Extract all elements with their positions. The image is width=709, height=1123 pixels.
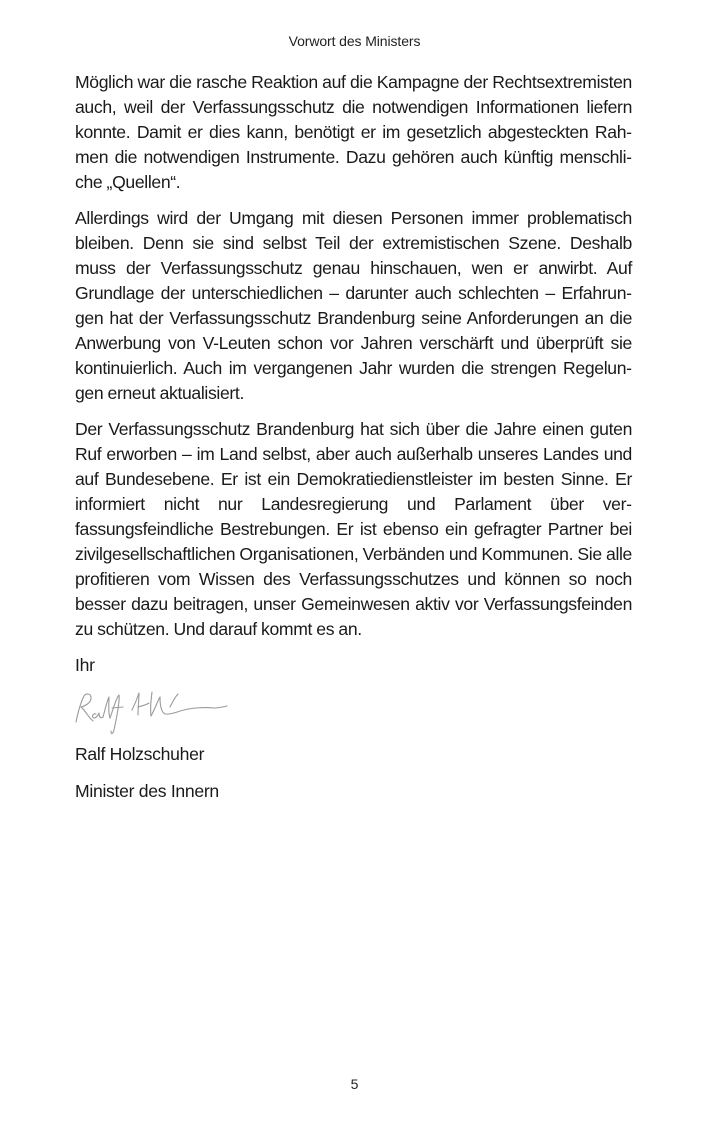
page-number: 5 — [350, 1076, 359, 1092]
handwritten-signature-image — [72, 686, 232, 738]
paragraph-2: Allerdings wird der Umgang mit diesen Personen immer problematisch bleiben. Denn sie sind selbst Teil der extremistischen Szene. Deshalb muss der Verfassungsschutz genau hinschauen, wen er anwirbt. Auf Grundlage der unterschiedlichen – darunter auch schlechten – Erfahrungen hat der Verfassungsschutz Brandenburg seine Anforderungen an die Anwerbung von V-Leuten schon vor Jahren verschärft und überprüft sie kontinuierlich. Auch im vergangenen Jahr wurden die strengen Regelungen erneut aktualisiert. — [75, 208, 632, 403]
closing-salutation: Ihr — [75, 655, 95, 675]
signer-name: Ralf Holzschuher — [75, 744, 205, 764]
running-header: Vorwort des Ministers — [288, 33, 421, 49]
paragraph-1: Möglich war die rasche Reaktion auf die Kampagne der Rechtsextremisten auch, weil der Verfassungsschutz die notwendigen Informationen liefern konnte. Damit er dies kann, benötigt er im gesetzlich abgesteckten Rahmen die notwendigen Instrumente. Dazu gehören auch künftig menschliche „Quellen“. — [75, 72, 632, 192]
main-text — [75, 70, 632, 804]
signer-title: Minister des Innern — [75, 781, 219, 801]
paragraph-3: Der Verfassungsschutz Brandenburg hat sich über die Jahre einen guten Ruf erworben – im Land selbst, aber auch außerhalb unseres Landes und auf Bundesebene. Er ist ein Demokratiedienstleister im besten Sinne. Er informiert nicht nur Landesregierung und Parlament über verfassungsfeindliche Bestrebungen. Er ist ebenso ein gefragter Partner bei zivilgesellschaftlichen Organisationen, Verbänden und Kommunen. Sie alle profitieren vom Wissen des Verfassungsschutzes und können so noch besser dazu beitragen, unser Gemeinwesen aktiv vor Verfassungsfeinden zu schützen. Und darauf kommt es an. — [75, 419, 632, 639]
